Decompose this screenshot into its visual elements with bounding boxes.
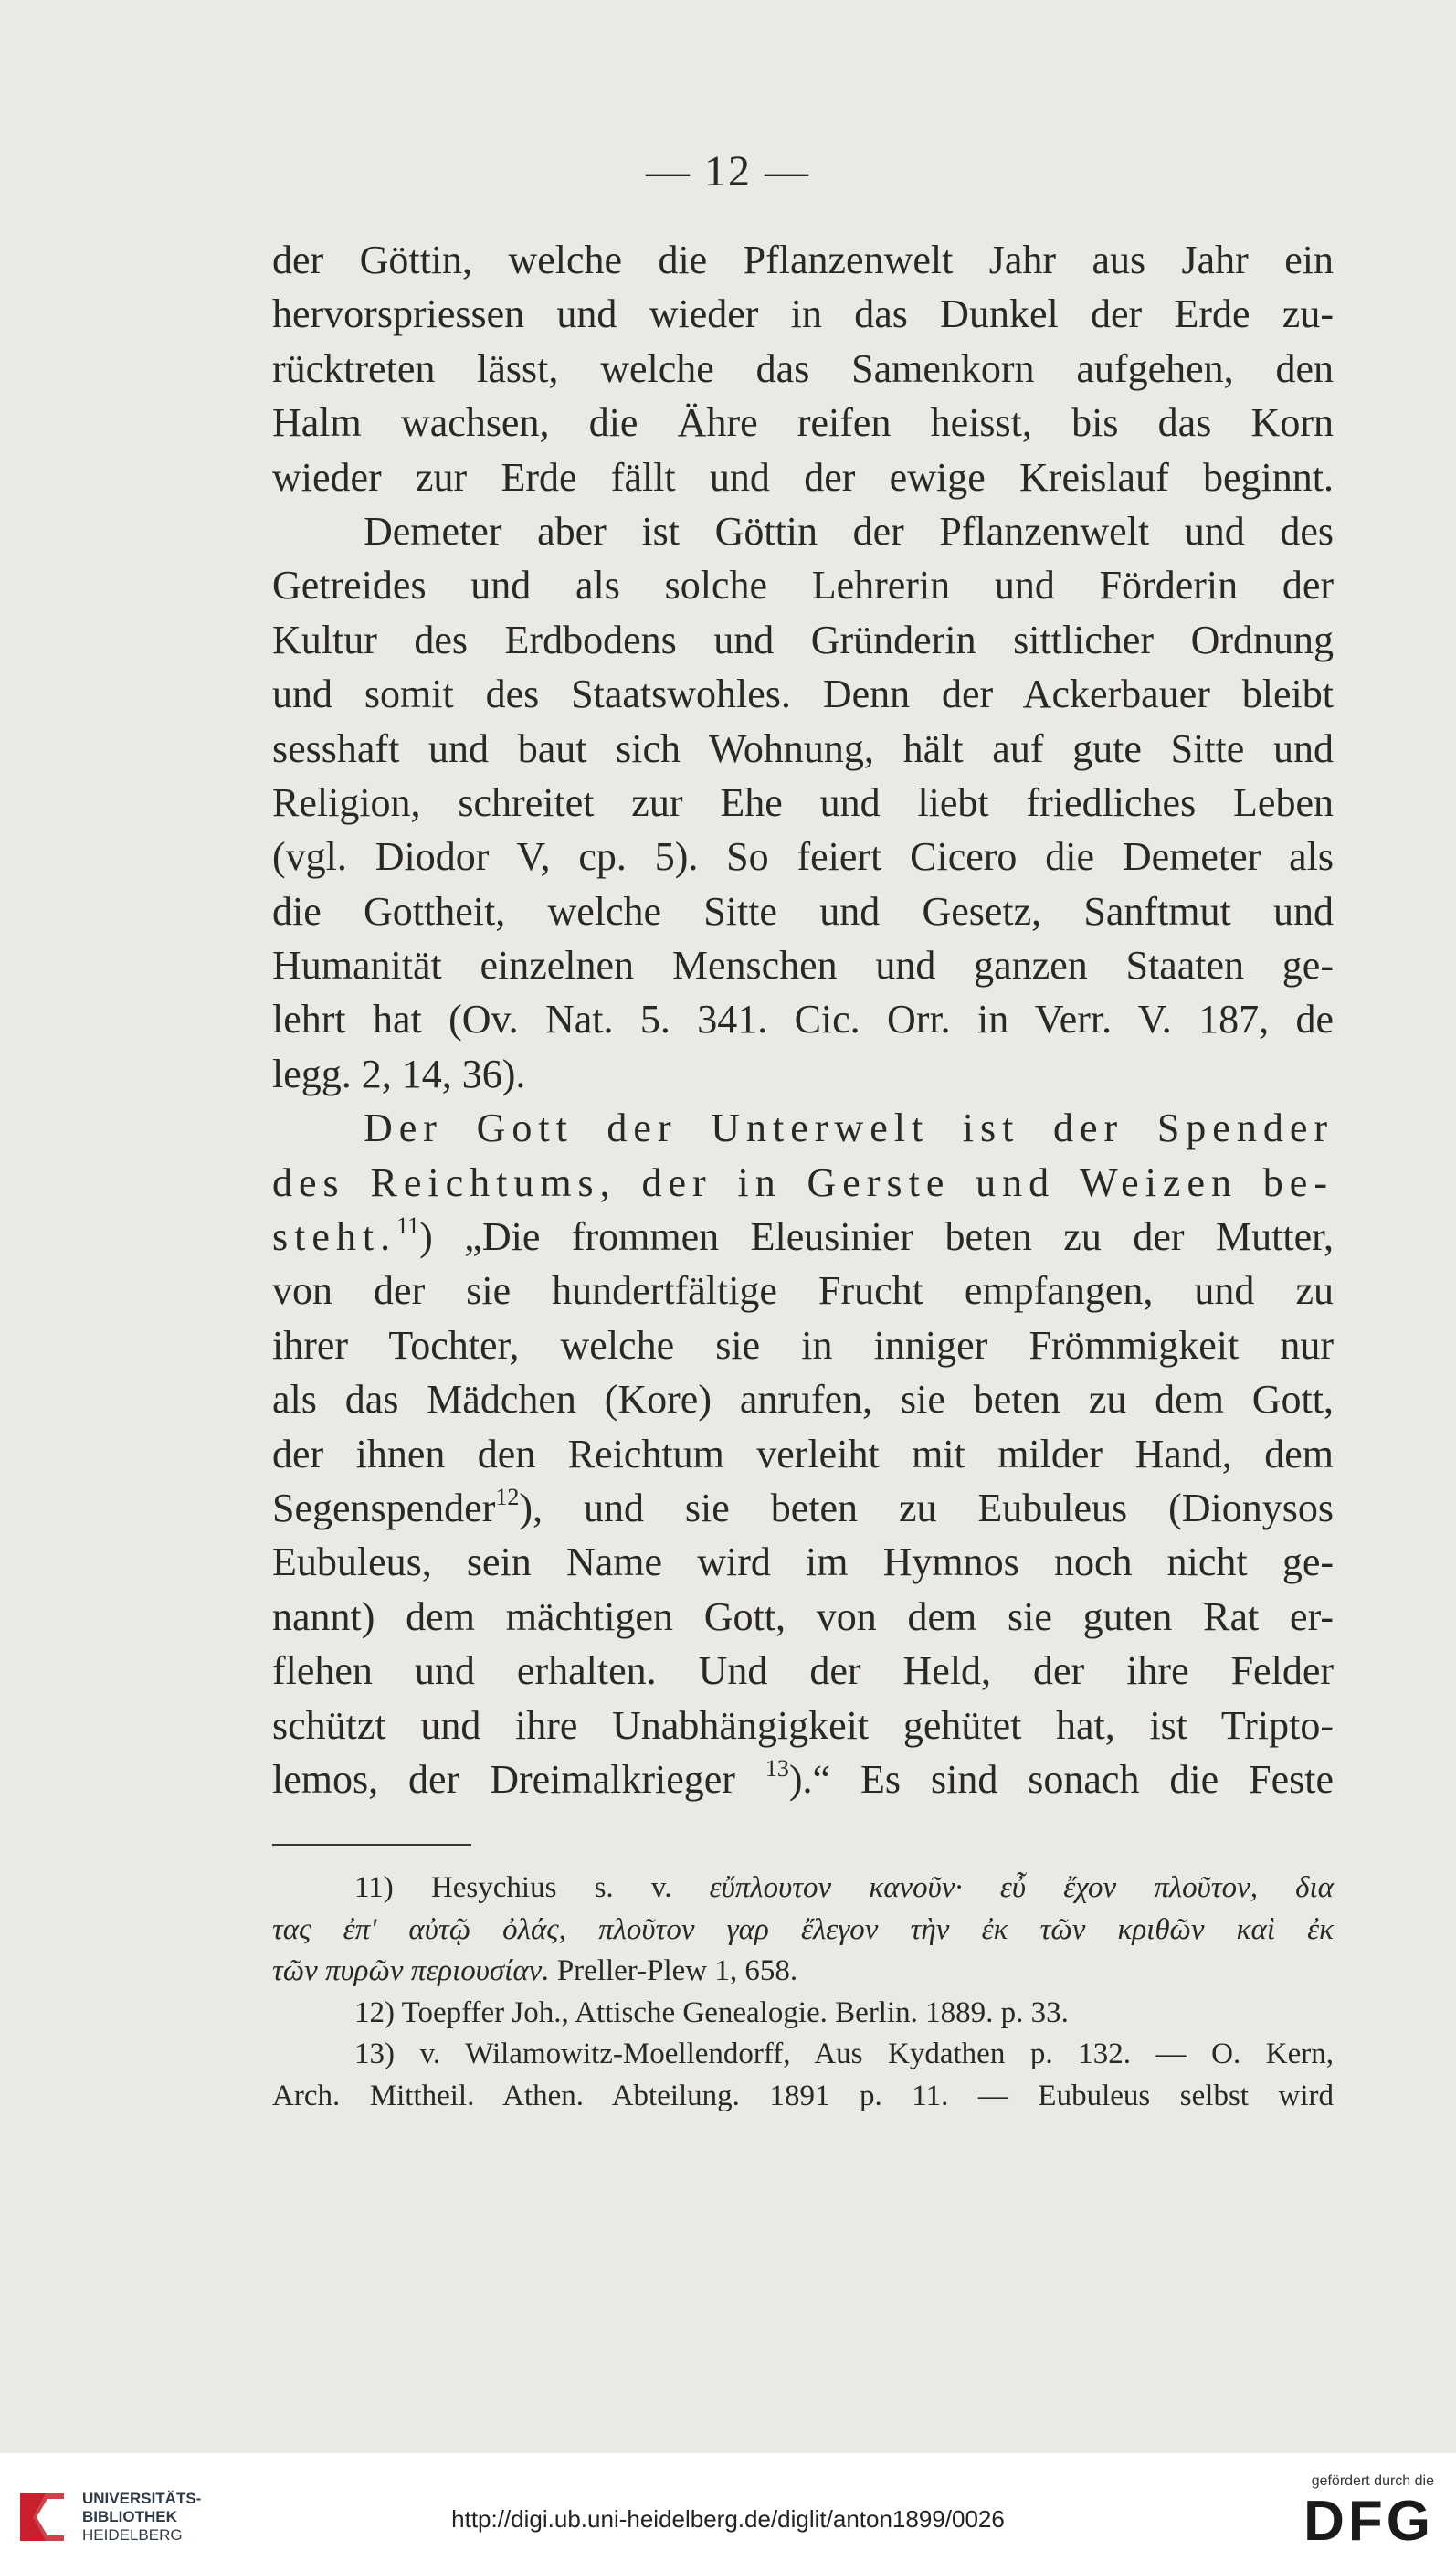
footnote-line xyxy=(272,1951,1334,1993)
line-text: lemos, der Dreimalkrieger xyxy=(272,1756,765,1802)
footnote-greek-line: τας ἐπ' αὐτῷ ὀλάς, πλοῦτον γαρ ἔλεγον τὴν ἐκ τῶν κριθῶν καὶ ἐκ xyxy=(272,1912,1334,1946)
footnote-line xyxy=(272,1868,1334,1910)
body-line-spaced: des Reichtums, der in Gerste und Weizen be- xyxy=(272,1159,1334,1205)
body-line: Eubuleus, sein Name wird im Hymnos noch nicht ge- xyxy=(272,1540,1334,1585)
body-line: schützt und ihre Unabhängigkeit gehütet hat, ist Tripto- xyxy=(272,1702,1334,1748)
body-text xyxy=(272,233,1334,1806)
body-line: lehrt hat (Ov. Nat. 5. 341. Cic. Orr. in Verr. V. 187, de xyxy=(272,997,1334,1042)
footnote-line: 12) Toepffer Joh., Attische Genealogie. Berlin. 1889. p. 33. xyxy=(354,1995,1069,2029)
footnotes xyxy=(272,1868,1334,2117)
footnote-latin: Hesychius s. v. xyxy=(430,1871,672,1904)
body-line xyxy=(272,1210,1334,1264)
library-line: BIBLIOTHEK xyxy=(82,2508,177,2525)
body-line: Humanität einzelnen Menschen und ganzen Staaten ge- xyxy=(272,943,1334,989)
body-line: flehen und erhalten. Und der Held, der ihre Felder xyxy=(272,1648,1334,1694)
library-line: HEIDELBERG xyxy=(82,2526,183,2544)
body-line: die Gottheit, welche Sitte und Gesetz, Sanftmut und xyxy=(272,888,1334,934)
body-line: als das Mädchen (Kore) anrufen, sie beten zu dem Gott, xyxy=(272,1377,1334,1423)
body-line: nannt) dem mächtigen Gott, von dem sie guten Rat er- xyxy=(272,1593,1334,1639)
body-line: (vgl. Diodor V, cp. 5). So feiert Cicero die Demeter als xyxy=(272,834,1334,880)
line-text: Segenspender xyxy=(272,1485,496,1530)
spaced-text: steht. xyxy=(272,1214,397,1260)
body-line: Demeter aber ist Göttin der Pflanzenwelt und des xyxy=(364,508,1334,554)
footnote-greek: τῶν πυρῶν περιουσίαν. xyxy=(272,1954,550,1987)
body-line: ihrer Tochter, welche sie in inniger Frömmigkeit nur xyxy=(272,1322,1334,1368)
digitization-footer xyxy=(0,2453,1456,2561)
footnote-line: Arch. Mittheil. Athen. Abteilung. 1891 p. 11. — Eubuleus selbst wird xyxy=(272,2079,1334,2112)
dfg-logo[interactable]: DFG xyxy=(1303,2490,1434,2553)
body-line xyxy=(272,1481,1334,1535)
body-line: Halm wachsen, die Ähre reifen heisst, bis das Korn xyxy=(272,400,1334,446)
body-line: Religion, schreitet zur Ehe und liebt friedliches Leben xyxy=(272,779,1334,825)
body-line: wieder zur Erde fällt und der ewige Kreislauf beginnt. xyxy=(272,454,1334,500)
line-text: ) „Die frommen Eleusinier beten zu der Mutter, xyxy=(419,1214,1334,1260)
body-line: und somit des Staatswohles. Denn der Ackerbauer bleibt xyxy=(272,672,1334,717)
body-line: der ihnen den Reichtum verleiht mit milder Hand, dem xyxy=(272,1431,1334,1476)
body-line-spaced: Der Gott der Unterwelt ist der Spender xyxy=(364,1106,1334,1151)
footnote-line: 13) v. Wilamowitz-Moellendorff, Aus Kydathen p. 132. — O. Kern, xyxy=(354,2037,1334,2070)
library-line: UNIVERSITÄTS- xyxy=(82,2490,202,2507)
body-line: sesshaft und baut sich Wohnung, hält auf gute Sitte und xyxy=(272,725,1334,771)
body-line: Kultur des Erdbodens und Gründerin sittlicher Ordnung xyxy=(272,617,1334,662)
line-text: ), und sie beten zu Eubuleus (Dionysos xyxy=(519,1485,1334,1530)
body-line: von der sie hundertfältige Frucht empfangen, und zu xyxy=(272,1268,1334,1314)
page-number: — 12 — xyxy=(646,147,810,196)
body-line: rücktreten lässt, welche das Samenkorn aufgehen, den xyxy=(272,345,1334,391)
footnote-ref: 11 xyxy=(396,1212,420,1240)
body-line: der Göttin, welche die Pflanzenwelt Jahr aus Jahr ein xyxy=(272,238,1334,282)
body-line: Getreides und als solche Lehrerin und Förderin der xyxy=(272,563,1334,609)
footnote-ref: 13 xyxy=(765,1754,789,1782)
footnote-latin: Preller-Plew 1, 658. xyxy=(556,1954,798,1987)
funding-caption: gefördert durch die xyxy=(1311,2473,1434,2489)
body-line: legg. 2, 14, 36). xyxy=(272,1051,526,1096)
body-line: hervorspriessen und wieder in das Dunkel der Erde zu- xyxy=(272,291,1334,337)
footnote-rule xyxy=(272,1844,471,1846)
footnote-ref: 12 xyxy=(495,1483,520,1510)
footnote-number: 11) xyxy=(354,1871,394,1904)
line-text: ).“ Es sind sonach die Feste xyxy=(788,1756,1334,1802)
body-line xyxy=(272,1752,1334,1806)
permalink-url[interactable]: http://digi.ub.uni-heidelberg.de/diglit/anton1899/0026 xyxy=(451,2505,1005,2533)
footnote-greek: εὔπλουτον κανοῦν· εὖ ἔχον πλοῦτον, δια xyxy=(709,1871,1335,1904)
